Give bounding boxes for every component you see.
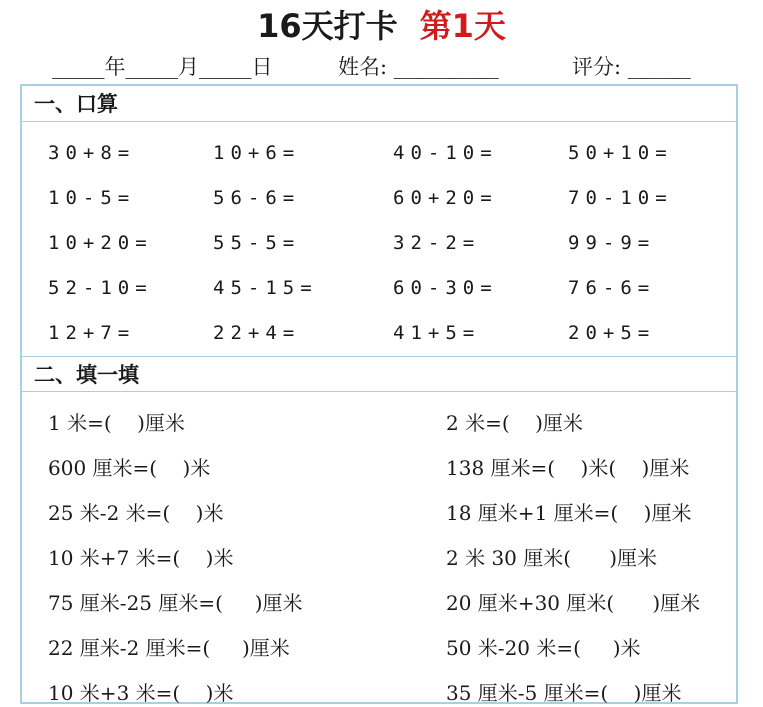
fill-problem: 1 米=( )厘米 xyxy=(48,411,185,435)
fill-problem: 22 厘米-2 厘米=( )厘米 xyxy=(48,636,290,660)
oral-problem: 60+20= xyxy=(393,187,498,209)
fill-problem: 35 厘米-5 厘米=( )厘米 xyxy=(446,681,682,705)
fill-problem: 20 厘米+30 厘米( )厘米 xyxy=(446,591,701,615)
oral-problem: 70-10= xyxy=(568,187,673,209)
fill-problem: 2 米=( )厘米 xyxy=(446,411,583,435)
fill-problem: 138 厘米=( )米( )厘米 xyxy=(446,456,690,480)
info-line xyxy=(0,52,763,82)
oral-problem: 20+5= xyxy=(568,322,656,344)
section-oral-title: 一、口算 xyxy=(22,86,736,122)
fill-problem: 2 米 30 厘米( )厘米 xyxy=(446,546,657,570)
oral-problem: 40-10= xyxy=(393,142,498,164)
fill-problem: 50 米-20 米=( )米 xyxy=(446,636,641,660)
oral-problem: 55-5= xyxy=(213,232,301,254)
fill-problem: 10 米+3 米=( )米 xyxy=(48,681,234,705)
oral-problem: 10+6= xyxy=(213,142,301,164)
oral-problem: 32-2= xyxy=(393,232,481,254)
score-field[interactable]: 评分: ______ xyxy=(572,55,691,79)
oral-problem: 12+7= xyxy=(48,322,136,344)
oral-problem: 50+10= xyxy=(568,142,673,164)
oral-problem: 56-6= xyxy=(213,187,301,209)
fill-problem: 25 米-2 米=( )米 xyxy=(48,501,224,525)
fill-problem: 10 米+7 米=( )米 xyxy=(48,546,234,570)
oral-problem: 76-6= xyxy=(568,277,656,299)
oral-problem: 30+8= xyxy=(48,142,136,164)
fill-problem: 600 厘米=( )米 xyxy=(48,456,211,480)
oral-problem: 10+20= xyxy=(48,232,153,254)
oral-problem: 52-10= xyxy=(48,277,153,299)
title-day: 第1天 xyxy=(419,7,506,45)
oral-problem: 99-9= xyxy=(568,232,656,254)
section-fill-title: 二、填一填 xyxy=(22,356,736,392)
oral-problem: 10-5= xyxy=(48,187,136,209)
worksheet-frame xyxy=(20,84,738,704)
page-title xyxy=(0,4,763,48)
fill-problem: 18 厘米+1 厘米=( )厘米 xyxy=(446,501,692,525)
oral-problem: 60-30= xyxy=(393,277,498,299)
name-field[interactable]: 姓名: __________ xyxy=(338,55,499,79)
fill-problem: 75 厘米-25 厘米=( )厘米 xyxy=(48,591,303,615)
oral-problem: 22+4= xyxy=(213,322,301,344)
title-main: 16天打卡 xyxy=(257,7,398,45)
oral-problem: 41+5= xyxy=(393,322,481,344)
date-field[interactable]: _____年_____月_____日 xyxy=(52,55,273,79)
oral-problem: 45-15= xyxy=(213,277,318,299)
